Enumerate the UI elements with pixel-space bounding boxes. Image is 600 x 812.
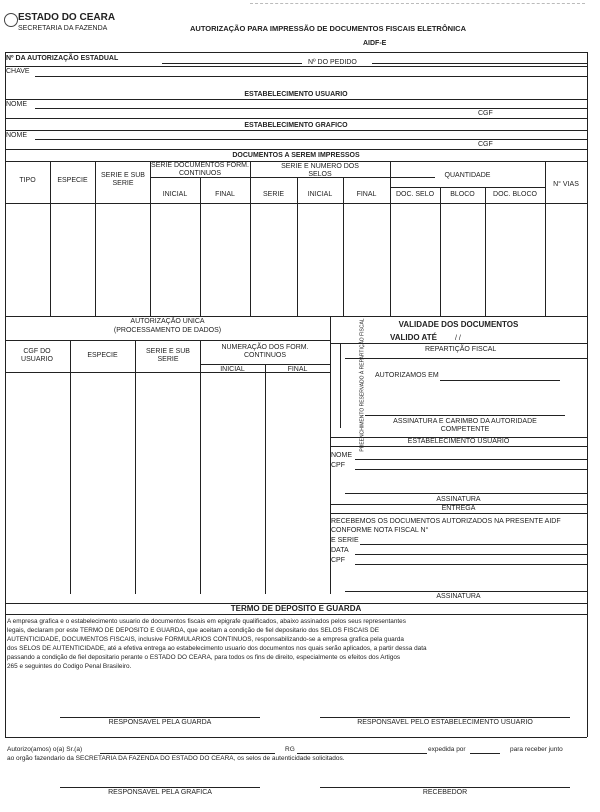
grafico-cgf-label: CGF [478, 141, 493, 148]
autorizamos-label: AUTORIZAMOS EM [375, 372, 439, 379]
assinatura-line[interactable] [345, 493, 587, 494]
assinatura-autoridade-line[interactable] [365, 415, 565, 416]
state-seal-icon [4, 13, 18, 27]
data-label: DATA [331, 547, 349, 554]
aut-col-4 [265, 364, 266, 594]
form-title: AUTORIZAÇÃO PARA IMPRESSÃO DE DOCUMENTOS FISCAIS ELETRÔNICA [190, 24, 466, 33]
entrega-cpf-label: CPF [331, 462, 345, 469]
entrega-cpf-field[interactable] [355, 469, 587, 470]
resp-grafica-label: RESPONSAVEL PELA GRAFICA [108, 789, 212, 796]
termo-line-2: legais, declaram por este TERMO DE DEPOSITO E GUARDA, que aceitam a condição de fiel depositario dos SELOS FISCAIS DE [7, 627, 379, 634]
documentos-title: DOCUMENTOS A SEREM IMPRESSOS [232, 152, 360, 159]
aut-col-numeracao: NUMERAÇÃO DOS FORM. CONTINUOS [221, 344, 309, 359]
reservado-divider [340, 343, 341, 428]
assinatura2-label: ASSINATURA [436, 593, 481, 600]
col-especie: ESPECIE [57, 177, 88, 184]
rule-aut-unica-top [5, 340, 330, 341]
autorizamos-field[interactable] [440, 380, 560, 381]
termo-line-6: 265 e seguintes do Codigo Penal Brasileiro. [7, 663, 132, 670]
right-border [587, 52, 588, 737]
termo-body [7, 617, 585, 671]
entrega-label: ENTREGA [441, 505, 476, 512]
resp-usuario-label: RESPONSAVEL PELO ESTABELECIMENTO USUARIO [357, 719, 533, 726]
entrega-nome-label: NOME [331, 452, 352, 459]
chave-label: CHAVE [6, 68, 30, 75]
reparticao-field[interactable] [345, 358, 587, 359]
autorizo-b: RG [285, 746, 295, 753]
n-autorizacao-field[interactable] [162, 63, 302, 64]
autorizo-rg-field[interactable] [297, 753, 427, 754]
autorizo-nome-field[interactable] [100, 753, 275, 754]
usuario-nome-field[interactable] [35, 108, 587, 109]
rule-usuario-top [5, 99, 587, 100]
col-doc-selo: DOC. SELO [395, 191, 435, 198]
rule-termo-bottom [5, 737, 587, 738]
estab-usuario-label: ESTABELECIMENTO USUARIO [407, 438, 510, 445]
grafico-nome-label: NOME [6, 132, 27, 139]
aut-col-2 [135, 340, 136, 594]
top-edge-fragment [250, 0, 585, 4]
autorizo-c: expedida por [428, 746, 466, 753]
col-tipo: TIPO [19, 177, 36, 184]
reservado-vertical-label: PREENCHIMENTO RESERVADO À REPARTIÇÃO FISCAL [359, 318, 366, 452]
col-docs-final: FINAL [215, 191, 235, 198]
rule-aut-num-sub [200, 364, 330, 365]
rule-docs-bottom [5, 316, 587, 317]
chave-field[interactable] [35, 76, 587, 77]
col-selos-final: FINAL [356, 191, 377, 198]
col-quantidade: QUANTIDADE [444, 172, 491, 179]
autorizo-a: Autorizo(amos) o(a) Sr.(a) [7, 746, 83, 753]
rule-grafico-top [5, 130, 587, 131]
rule-docs-header-bottom [5, 203, 587, 204]
n-pedido-field[interactable] [372, 63, 587, 64]
col-line-3 [150, 161, 151, 316]
aut-unica-subtitle: (PROCESSAMENTO DE DADOS) [113, 327, 222, 334]
autorizo-d: para receber junto [510, 746, 563, 753]
col-selos-inicial: INICIAL [307, 191, 333, 198]
rule-chave [5, 66, 587, 67]
rule-entrega-bottom [330, 513, 587, 514]
col-line-2 [95, 161, 96, 316]
aut-col-inicial: INICIAL [220, 366, 245, 373]
rule-usuario-bottom [5, 118, 587, 119]
resp-grafica-line[interactable] [60, 787, 260, 788]
form-code: AIDF-E [363, 40, 387, 47]
termo-line-5: passando a condição de fiel depositario perante o ESTADO DO CEARA, para todos os fins de direito, especialmente os efeitos dos Artigos [7, 654, 401, 661]
recebedor-label: RECEBEDOR [422, 789, 468, 796]
e-serie-label: E SERIE [331, 537, 359, 544]
aut-col-final: FINAL [287, 366, 308, 373]
aut-col-especie: ESPECIE [87, 352, 118, 359]
aut-col-1 [70, 340, 71, 594]
col-line-8 [390, 161, 391, 316]
e-serie-field[interactable] [360, 544, 587, 545]
resp-guarda-label: RESPONSAVEL PELA GUARDA [108, 719, 212, 726]
rule-top [5, 52, 587, 53]
col-selos-serie: SERIE [262, 191, 284, 198]
reparticao-label: REPARTIÇÃO FISCAL [425, 346, 497, 353]
col-line-9 [440, 187, 441, 316]
rule-validade-bottom [330, 343, 587, 344]
resp-usuario-line[interactable] [320, 717, 570, 718]
col-docs-inicial: INICIAL [162, 191, 188, 198]
assinatura-label: ASSINATURA [436, 496, 481, 503]
termo-title: TERMO DE DEPOSITO E GUARDA [230, 604, 362, 613]
col-line-5 [250, 161, 251, 316]
aut-col-cgf: CGF DO USUARIO [21, 348, 53, 363]
termo-line-4: dos SELOS DE AUTENTICIDADE, até a efetiva entrega ao estabelecimento usuario dos documentos nos quais serão aplicados, a partir dessa data [7, 645, 427, 652]
entrega-cpf2-field[interactable] [355, 564, 587, 565]
state-name: ESTADO DO CEARA [18, 12, 116, 23]
col-line-10 [485, 187, 486, 316]
grafico-nome-field[interactable] [35, 139, 587, 140]
data-field[interactable] [355, 554, 587, 555]
usuario-nome-label: NOME [6, 101, 27, 108]
rule-docs-top [5, 161, 587, 162]
usuario-cgf-label: CGF [478, 110, 493, 117]
entrega-cpf2-label: CPF [331, 557, 345, 564]
n-autorizacao-label: Nº DA AUTORIZAÇÃO ESTADUAL [6, 55, 119, 62]
recebemos-text: RECEBEMOS OS DOCUMENTOS AUTORIZADOS NA PRESENTE AIDF CONFORME NOTA FISCAL N° [331, 518, 561, 534]
validade-title: VALIDADE DOS DOCUMENTOS [398, 320, 519, 329]
rule-docs-sub2 [390, 187, 545, 188]
rule-grafico-bottom [5, 149, 587, 150]
rule-estab-usuario-bottom [330, 446, 587, 447]
termo-line-3: AUTENTICIDADE, DOCUMENTOS FISCAIS, inclusive FORMULARIOS CONTINUOS, responsabilizando-se a empresa grafica pela guarda [7, 636, 404, 643]
col-serie-docs: SERIE DOCUMENTOS FORM. CONTINUOS [151, 162, 249, 177]
valido-ate-date[interactable]: / / [455, 335, 461, 342]
grafico-title: ESTABELECIMENTO GRAFICO [244, 122, 348, 129]
col-bloco: BLOCO [450, 191, 475, 198]
usuario-title: ESTABELECIMENTO USUARIO [244, 91, 348, 98]
col-n-vias: N° VIAS [553, 181, 579, 188]
entrega-nome-field[interactable] [355, 459, 587, 460]
aut-col-serie: SERIE E SUB SERIE [146, 348, 190, 363]
valido-ate-label: VALIDO ATÉ [390, 333, 437, 342]
n-pedido-label: Nº DO PEDIDO [308, 59, 357, 66]
resp-guarda-line[interactable] [60, 717, 260, 718]
termo-line-1: A empresa grafica e o estabelecimento usuario de documentos fiscais em epigrafe qualificados, abaixo assinados pelos seus representantes [7, 618, 406, 625]
recebedor-line[interactable] [320, 787, 570, 788]
rule-termo-title-bottom [5, 614, 587, 615]
col-doc-bloco: DOC. BLOCO [493, 191, 537, 198]
autorizo-line-2: ao orgão fazendario da SECRETARIA DA FAZENDA DO ESTADO DO CEARA, os selos de autenticidade solicitados. [7, 755, 345, 762]
secretaria-name: SECRETARIA DA FAZENDA [18, 25, 108, 32]
col-serie-subserie: SERIE E SUB SERIE [101, 172, 145, 187]
assinatura2-line[interactable] [345, 591, 587, 592]
autorizo-expedida-field[interactable] [470, 753, 500, 754]
aut-col-3 [200, 340, 201, 594]
col-serie-numero-selos: SERIE E NUMERO DOS SELOS [281, 163, 359, 178]
assinatura-autoridade-label: ASSINATURA E CARIMBO DA AUTORIDADE COMPETENTE [393, 418, 537, 433]
aut-unica-title: AUTORIZAÇÃO UNICA [130, 318, 205, 325]
